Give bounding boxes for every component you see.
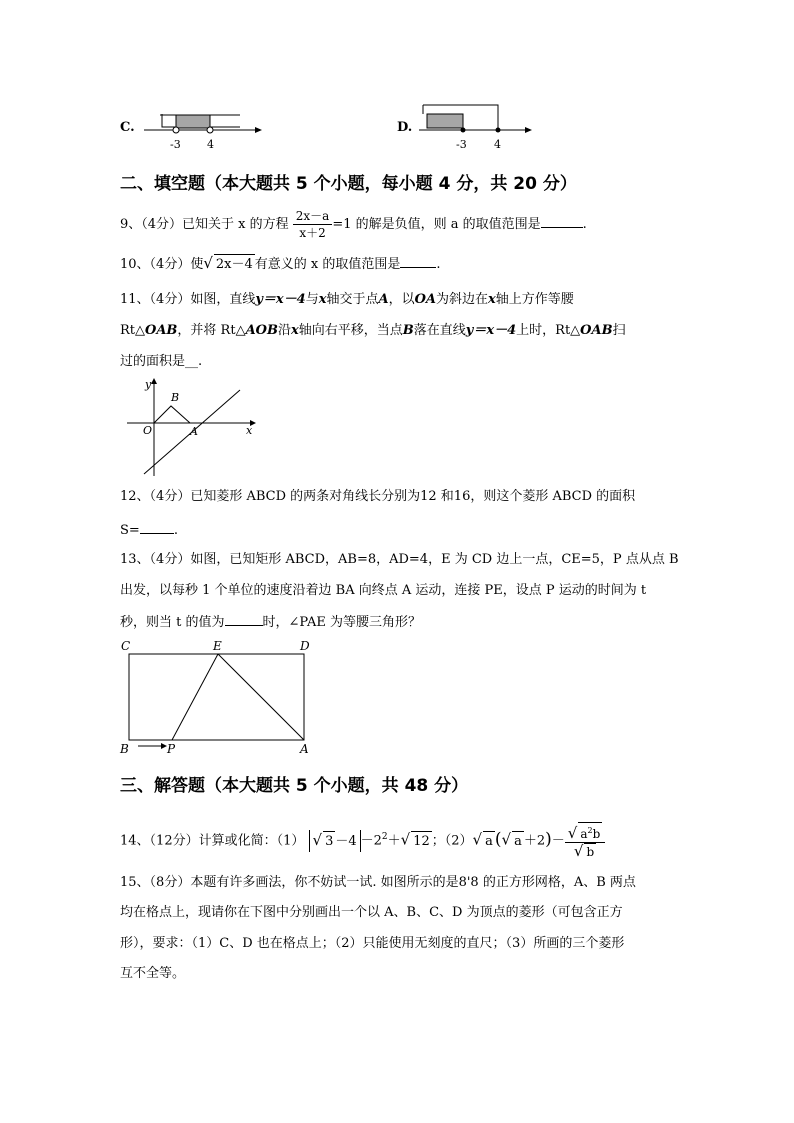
question-12-line-2: S= . <box>120 519 178 541</box>
svg-text:x: x <box>246 424 253 437</box>
question-13-line-1: 13、（4分）如图，已知矩形 ABCD，AB=8，AD=4，E 为 CD 边上一点，CE=5，P 点从点 B <box>120 552 679 567</box>
question-9: 9、（4分）已知关于 x 的方程 $\frac{2x-a}{x+2}$ =1 的解是负值，则 a 的取值范围是 . <box>120 209 587 240</box>
q9-blank <box>541 213 583 228</box>
question-15-line-2: 均在格点上，现请你在下图中分别画出一个以 A、B、C、D 为顶点的菱形（可包含正方 <box>120 905 623 920</box>
q13-segment-ae <box>218 654 304 740</box>
option-c-tick1: -3 <box>170 138 181 151</box>
svg-text:D: D <box>300 639 310 653</box>
svg-text:A: A <box>190 425 198 438</box>
option-d-shaded-region <box>427 114 463 128</box>
option-c-arrow <box>255 127 262 133</box>
q14-absolute-value: √ 3 －4 <box>309 830 361 852</box>
section-3-heading: 三、解答题（本大题共 5 个小题，共 48 分） <box>120 776 469 796</box>
q10-radicand: 2x－4 <box>214 254 255 275</box>
q13-figure <box>118 636 318 758</box>
question-11-line-2: Rt△OAB，并将 Rt△AOB沿x轴向右平移，当点B落在直线y＝x－4上时，Rt△OAB扫 <box>120 323 626 338</box>
option-c-shaded-region <box>176 115 210 128</box>
q14-fraction: $\frac{√ a^2b}{√ b}$ <box>565 822 606 860</box>
svg-text:B: B <box>171 391 180 404</box>
question-13-line-2: 出发，以每秒 1 个单位的速度沿着边 BA 向终点 A 运动，连接 PE，设点 P 运动的时间为 t <box>120 583 647 598</box>
question-13-line-3: 秒，则当 t 的值为 时，∠PAE 为等腰三角形？ <box>120 611 421 633</box>
svg-text:y: y <box>145 378 152 391</box>
question-15-line-1: 15、（8分）本题有许多画法，你不妨试一试. 如图所示的是8'8 的正方形网格，A、B 两点 <box>120 875 636 890</box>
svg-text:A: A <box>300 742 309 756</box>
section-2-heading: 二、填空题（本大题共 5 个小题，每小题 4 分，共 20 分） <box>120 174 577 194</box>
question-15-line-3: 形），要求：（1）C、D 也在格点上；（2）只能使用无刻度的直尺；（3）所画的三个菱形 <box>120 936 625 951</box>
q11-triangle-oab <box>154 406 190 423</box>
q13-rectangle-abcd <box>129 654 304 740</box>
question-11-line-1: 11、（4分）如图，直线y＝x－4与x轴交于点A，以OA为斜边在x轴上方作等腰 <box>120 292 574 307</box>
q11-figure <box>122 376 262 480</box>
svg-text:O: O <box>143 424 153 437</box>
q9-fraction: $\frac{2x-a}{x+2}$ <box>293 208 333 241</box>
q13-segment-pe <box>172 654 218 740</box>
svg-text:E: E <box>213 639 222 653</box>
question-11-line-3: 过的面积是__. <box>120 354 203 369</box>
svg-text:P: P <box>167 742 176 756</box>
q13-blank <box>225 611 263 626</box>
question-14: 14、（12分）计算或化简：（1） √ $3 -4 -2^2+√$ 12 ；（2）√ a (√ a ＋2)－ $\frac{√ a^2b}{√ b}$ <box>120 822 605 860</box>
question-12-line-1: 12、（4分）已知菱形 ABCD 的两条对角线长分别为12 和16，则这个菱形 ABCD 的面积 <box>120 489 636 504</box>
option-c-number-line <box>140 100 270 155</box>
q10-blank <box>400 253 436 268</box>
option-d-number-line <box>415 100 545 155</box>
q12-blank <box>140 519 174 534</box>
option-d-label: D. <box>397 120 413 135</box>
option-d-tick1: -3 <box>456 138 467 151</box>
option-c-tick2: 4 <box>207 138 214 151</box>
svg-text:C: C <box>121 639 131 653</box>
svg-text:B: B <box>120 742 129 756</box>
option-d-tick2: 4 <box>494 138 501 151</box>
question-15-line-4: 互不全等。 <box>120 966 186 981</box>
question-10: 10、（4分）使√ 2x－4 有意义的 x 的取值范围是 . <box>120 253 441 275</box>
option-c-label: C. <box>120 120 135 135</box>
